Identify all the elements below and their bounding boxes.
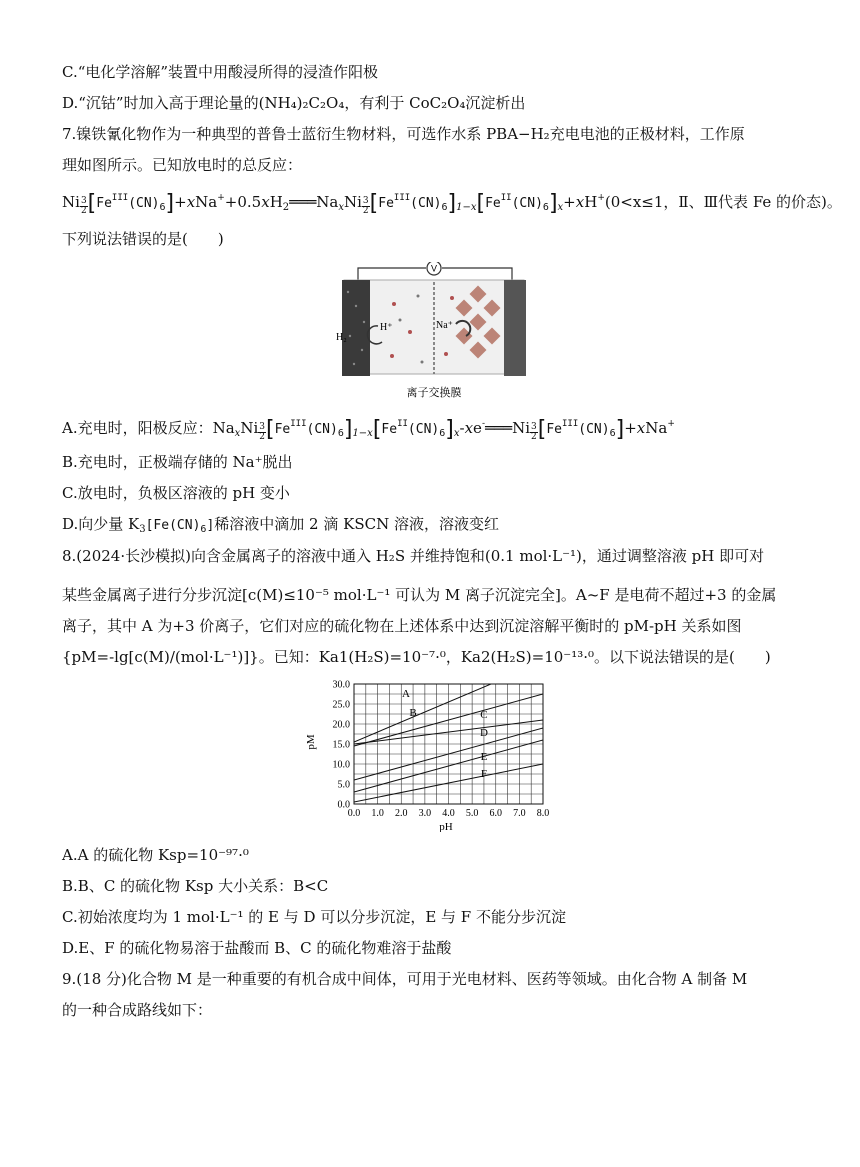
q7-option-b: B.充电时，正极端存储的 Na⁺脱出 bbox=[62, 453, 293, 471]
series-label-F: F bbox=[480, 767, 487, 780]
q9-text-line2: 的一种合成路线如下： bbox=[62, 1001, 213, 1019]
q8-text-line1: 8.(2024·长沙模拟)向含金属离子的溶液中通入 H₂S 并维持饱和(0.1 mol·L⁻¹)，通过调整溶液 pH 即可对 bbox=[62, 547, 765, 565]
y-axis-label: pM bbox=[305, 734, 317, 750]
q8-text-line2: 某些金属离子进行分步沉淀[c(M)≤10⁻⁵ mol·L⁻¹ 可认为 M 离子沉淀完全]。A~F 是电荷不超过+3 的金属 bbox=[62, 586, 777, 604]
q7-text-line1: 7.镍铁氰化物作为一种典型的普鲁士蓝衍生物材料，可选作水系 PBA−H₂充电电池的正极材料，工作原 bbox=[62, 125, 745, 143]
x-tick-label: 0.0 bbox=[347, 808, 361, 819]
h2-label: H₂ bbox=[336, 332, 347, 343]
series-label-B: B bbox=[409, 707, 417, 719]
naplus-label: Na⁺ bbox=[436, 320, 453, 331]
option-d-prev: D.“沉钴”时加入高于理论量的(NH₄)₂C₂O₄，有利于 CoC₂O₄沉淀析出 bbox=[62, 94, 526, 112]
x-tick-label: 3.0 bbox=[418, 808, 432, 819]
q7-option-d-post: 稀溶液中滴加 2 滴 KSCN 溶液，溶液变红 bbox=[214, 515, 499, 533]
q8-text-line4: {pM=-lg[c(M)/(mol·L⁻¹)]}。已知：Ka1(H₂S)=10⁻⁷·⁰，Ka2(H₂S)=10⁻¹³·⁰。以下说法错误的是( ) bbox=[62, 648, 771, 666]
x-tick-label: 4.0 bbox=[442, 808, 455, 819]
q8-text-line3: 离子，其中 A 为+3 价离子，它们对应的硫化物在上述体系中达到沉淀溶解平衡时的 pM-pH 关系如图 bbox=[62, 617, 742, 635]
q8-option-b: B.B、C 的硫化物 Ksp 大小关系：B<C bbox=[62, 877, 329, 895]
x-axis-label: pH bbox=[439, 821, 453, 832]
series-label-C: C bbox=[480, 709, 488, 721]
pm-ph-chart bbox=[300, 676, 558, 832]
q8-option-c: C.初始浓度均为 1 mol·L⁻¹ 的 E 与 D 可以分步沉淀，E 与 F 不能分步沉淀 bbox=[62, 908, 566, 926]
x-tick-label: 5.0 bbox=[465, 808, 479, 819]
y-tick-label: 0.0 bbox=[337, 799, 350, 811]
q7-option-c: C.放电时，负极区溶液的 pH 变小 bbox=[62, 484, 290, 502]
q7-option-a: A.充电时，阳极反应：$Na_xNi$ $\frac{3}{2}$ $[Fe^{III}(CN)_6]_{1-x}[Fe^{II}(CN)_6]_x-xe^-═══Ni$ $\frac{3}{2}$ $[Fe^{III}(CN)_6]+xNa^+$ bbox=[62, 417, 675, 442]
x-tick-label: 2.0 bbox=[395, 808, 408, 819]
q7-equation: Ni $\frac{3}{2}$ $[Fe^{III}(CN)_6]+xNa^++0.5xH_2═══Na_xNi$ $\frac{3}{2}$ $[Fe^{III}(CN)_6]_{1-x}[Fe^{II}(CN)_6]_x+xH^+(0<x\le 1$，Ⅱ、Ⅲ代表 Fe 的价态)。 bbox=[62, 191, 842, 216]
series-label-E: E bbox=[480, 751, 488, 763]
membrane-label: 离子交换膜 bbox=[406, 386, 462, 399]
q7-question: 下列说法错误的是( ) bbox=[62, 230, 224, 248]
series-label-A: A bbox=[401, 687, 410, 700]
option-c-prev: C.“电化学溶解”装置中用酸浸所得的浸渣作阳极 bbox=[62, 63, 379, 81]
x-tick-label: 7.0 bbox=[513, 808, 526, 819]
q7-text-line2: 理如图所示。已知放电时的总反应： bbox=[62, 156, 303, 174]
y-tick-label: 30.0 bbox=[332, 679, 350, 691]
q7-option-d: D.向少量 $K_3[Fe(CN)_6]$稀溶液中滴加 2 滴 KSCN 溶液，溶液变红 bbox=[62, 515, 499, 535]
q8-option-a: A.A 的硫化物 Ksp=10⁻⁹⁷·⁰ bbox=[62, 846, 249, 864]
y-tick-label: 15.0 bbox=[332, 739, 350, 751]
y-tick-label: 20.0 bbox=[332, 719, 350, 731]
q7-equation-note: (0<x≤1，Ⅱ、Ⅲ代表 Fe 的价态)。 bbox=[604, 193, 842, 211]
battery-diagram bbox=[334, 262, 536, 404]
q9-text-line1: 9.(18 分)化合物 M 是一种重要的有机合成中间体，可用于光电材料、医药等领域。由化合物 A 制备 M bbox=[62, 970, 748, 988]
x-tick-label: 8.0 bbox=[536, 808, 550, 819]
anode-electrode bbox=[342, 280, 370, 376]
q7-option-d-pre: D.向少量 K bbox=[62, 515, 140, 533]
voltmeter-label: V bbox=[430, 263, 438, 274]
hplus-label: H⁺ bbox=[380, 322, 393, 333]
x-tick-label: 6.0 bbox=[489, 808, 502, 819]
x-tick-label: 1.0 bbox=[371, 808, 384, 819]
y-tick-label: 5.0 bbox=[337, 779, 350, 791]
chart-ticks bbox=[333, 680, 550, 820]
q8-option-d: D.E、F 的硫化物易溶于盐酸而 B、C 的硫化物难溶于盐酸 bbox=[62, 939, 452, 957]
series-label-D: D bbox=[479, 727, 488, 739]
cathode-electrode bbox=[504, 280, 526, 376]
y-tick-label: 10.0 bbox=[332, 759, 350, 771]
y-tick-label: 25.0 bbox=[332, 699, 350, 711]
